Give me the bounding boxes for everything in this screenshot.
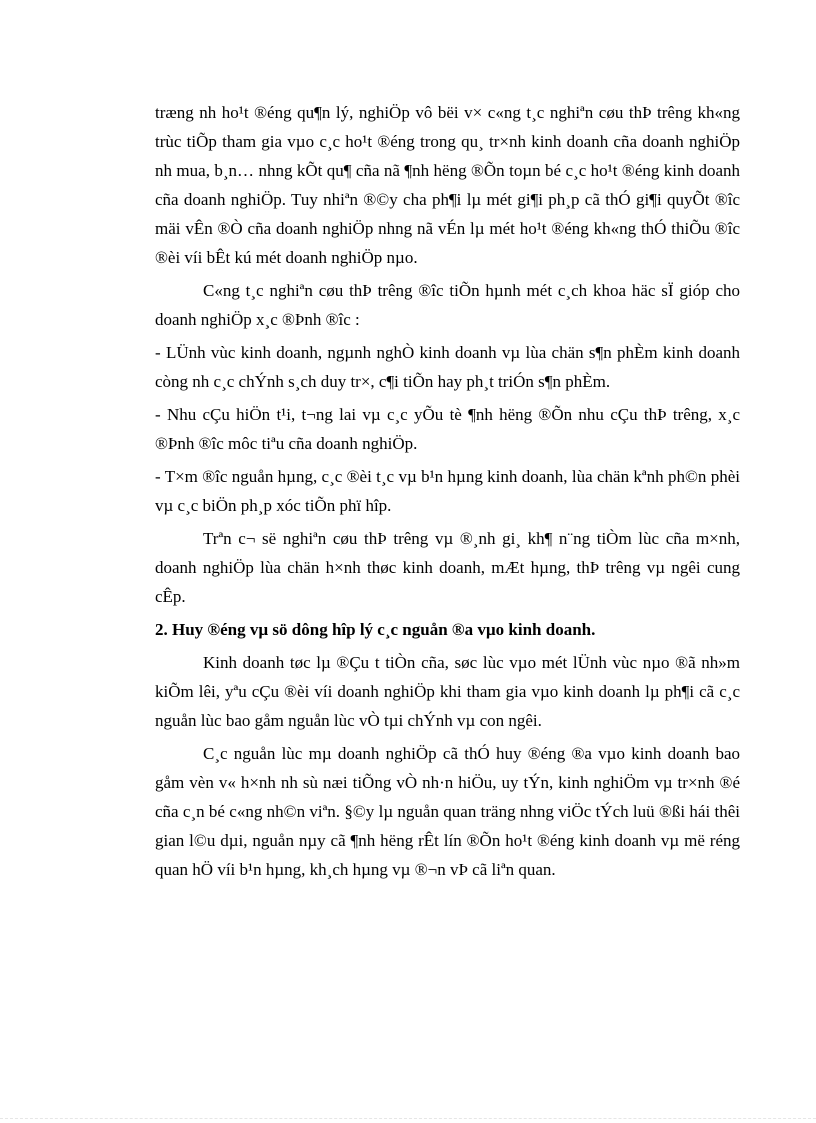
section-heading: 2. Huy ®éng vµ sö dông hîp lý c¸c nguån ®a vµo kinh doanh. bbox=[155, 620, 596, 639]
paragraph-5: C¸c nguån lùc mµ doanh nghiÖp cã thÓ huy ®éng ®a vµo kinh doanh bao gåm vèn v« h×nh nh sù næi tiÕng vÒ nh·n hiÖu, uy tÝn, kinh nghiÖm vµ tr×nh ®é cña c¸n bé c«ng nh©n viªn. §©y lµ nguån quan träng nhng viÖc tÝch luü ®ßi hái thêi gian l©u dµi, nguån nµy cã ¶nh hëng rÊt lín ®Õn ho¹t ®éng kinh doanh vµ më réng quan hÖ víi b¹n hµng, kh¸ch hµng vµ ®¬n vÞ cã liªn quan. bbox=[155, 744, 740, 879]
paragraph-3: Trªn c¬ së nghiªn cøu thÞ trêng vµ ®¸nh gi¸ kh¶ n¨ng tiÒm lùc cña m×nh, doanh nghiÖp lùa chän h×nh thøc kinh doanh, mÆt hµng, thÞ trêng vµ ngêi cung cÊp. bbox=[155, 529, 740, 606]
bullet-item-2: - Nhu cÇu hiÖn t¹i, t¬ng lai vµ c¸c yÕu tè ¶nh hëng ®Õn nhu cÇu thÞ trêng, x¸c ®Þnh ®îc môc tiªu cña doanh nghiÖp. bbox=[155, 405, 740, 453]
paragraph-4: Kinh doanh tøc lµ ®Çu t tiÒn cña, søc lùc vµo mét lÜnh vùc nµo ®ã nh»m kiÕm lêi, yªu cÇu ®èi víi doanh nghiÖp khi tham gia vµo kinh doanh lµ ph¶i cã c¸c nguån lùc bao gåm nguån lùc vÒ tµi chÝnh vµ con ngêi. bbox=[155, 653, 740, 730]
bullet-item-1: - LÜnh vùc kinh doanh, ngµnh nghÒ kinh doanh vµ lùa chän s¶n phÈm kinh doanh còng nh c¸c chÝnh s¸ch duy tr×, c¶i tiÕn hay ph¸t triÓn s¶n phÈm. bbox=[155, 343, 740, 391]
document-body bbox=[155, 98, 740, 888]
paragraph-2: C«ng t¸c nghiªn cøu thÞ trêng ®îc tiÕn hµnh mét c¸ch khoa häc sÏ gióp cho doanh nghiÖp x¸c ®Þnh ®îc : bbox=[155, 281, 740, 329]
bullet-item-3: - T×m ®îc nguån hµng, c¸c ®èi t¸c vµ b¹n hµng kinh doanh, lùa chän kªnh ph©n phèi vµ c¸c biÖn ph¸p xóc tiÕn phï hîp. bbox=[155, 467, 740, 515]
page-bottom-divider bbox=[0, 1118, 816, 1119]
paragraph-1: træng nh ho¹t ®éng qu¶n lý, nghiÖp vô bëi v× c«ng t¸c nghiªn cøu thÞ trêng kh«ng trùc tiÕp tham gia vµo c¸c ho¹t ®éng trong qu¸ tr×nh kinh doanh cña doanh nghiÖp nh mua, b¸n… nhng kÕt qu¶ cña nã ¶nh hëng ®Õn toµn bé c¸c ho¹t ®éng kinh doanh cña doanh nghiÖp. Tuy nhiªn ®©y cha ph¶i lµ mét gi¶i ph¸p cã thÓ gi¶i quyÕt ®îc mäi vÊn ®Ò cña doanh nghiÖp nhng nã vÉn lµ mét ho¹t ®éng kh«ng thÓ thiÕu ®îc ®èi víi bÊt kú mét doanh nghiÖp nµo. bbox=[155, 103, 740, 267]
